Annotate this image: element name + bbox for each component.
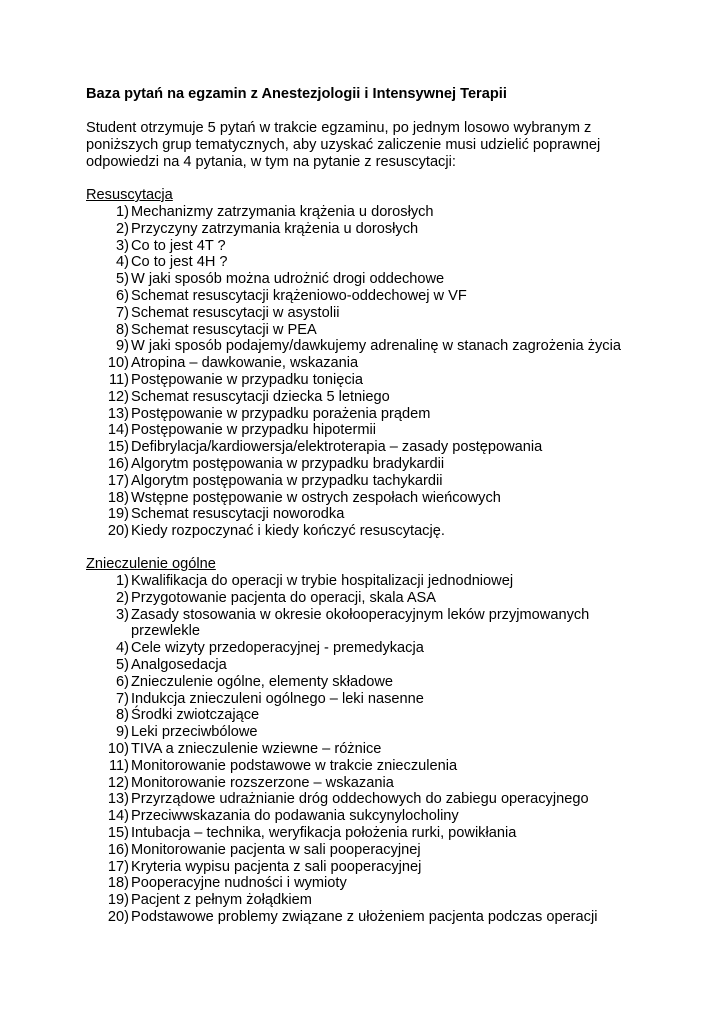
item-number: 3) <box>116 237 129 254</box>
item-number: 13) <box>107 405 129 422</box>
section-heading: Znieczulenie ogólne <box>86 556 216 572</box>
item-number: 5) <box>116 656 129 673</box>
item-text <box>131 204 434 221</box>
item-number: 14) <box>107 422 129 439</box>
item-text <box>131 808 459 825</box>
list-item <box>86 775 646 792</box>
item-text-line: Pacjent z pełnym żołądkiem <box>131 892 312 909</box>
item-number: 15) <box>107 824 129 841</box>
list-item <box>86 523 646 540</box>
item-text <box>131 506 344 523</box>
item-number: 6) <box>116 673 129 690</box>
item-text <box>131 691 424 708</box>
list-item <box>86 859 646 876</box>
item-number: 1) <box>116 204 129 220</box>
document-title: Baza pytań na egzamin z Anestezjologii i Intensywnej Terapii <box>86 86 507 102</box>
item-text-line: Monitorowanie podstawowe w trakcie znieczulenia <box>131 757 458 774</box>
item-number: 7) <box>116 304 129 321</box>
item-text <box>131 791 589 808</box>
list-item <box>86 456 646 473</box>
item-text-line: Wstępne postępowanie w ostrych zespołach wieńcowych <box>131 489 501 506</box>
item-text <box>131 439 542 456</box>
item-text <box>131 372 363 389</box>
item-text <box>131 271 444 288</box>
item-text-line: przewlekle <box>131 623 200 640</box>
item-text <box>131 238 226 255</box>
item-number: 4) <box>116 254 129 271</box>
item-number: 19) <box>107 892 129 909</box>
list-item <box>86 674 646 691</box>
item-text-line: Algorytm postępowania w przypadku bradykardii <box>131 455 445 472</box>
item-text <box>131 573 513 590</box>
item-text-line: Indukcja znieczuleni ogólnego – leki nasenne <box>131 690 424 707</box>
list-item <box>86 875 646 892</box>
item-number: 16) <box>107 841 129 858</box>
item-number: 12) <box>107 388 129 405</box>
list-item <box>86 707 646 724</box>
item-text <box>131 640 424 657</box>
list-item <box>86 406 646 423</box>
item-text-line: Znieczulenie ogólne, elementy składowe <box>131 673 394 690</box>
item-text-line: Postępowanie w przypadku tonięcia <box>131 371 364 388</box>
item-text-line: Środki zwiotczające <box>131 707 260 724</box>
item-text-line: Monitorowanie pacjenta w sali pooperacyjnej <box>131 841 421 858</box>
item-number: 11) <box>108 757 129 774</box>
item-text <box>131 305 339 322</box>
item-number: 8) <box>116 321 129 338</box>
item-text <box>131 338 621 355</box>
list-item <box>86 288 646 305</box>
item-number: 20) <box>107 523 129 540</box>
list-item <box>86 590 646 607</box>
item-text-line: Mechanizmy zatrzymania krążenia u dorosłych <box>131 204 434 220</box>
item-text-line: Przygotowanie pacjenta do operacji, skala ASA <box>131 589 437 606</box>
item-number: 2) <box>116 589 129 606</box>
item-text <box>131 456 444 473</box>
item-number: 17) <box>107 858 129 875</box>
item-text-line: Schemat resuscytacji dziecka 5 letniego <box>131 388 390 405</box>
item-text-line: Analgosedacja <box>131 656 227 673</box>
list-item <box>86 422 646 439</box>
item-text-line: Schemat resuscytacji w asystolii <box>131 304 340 321</box>
intro-line: odpowiedzi na 4 pytania, w tym na pytanie z resuscytacji: <box>86 154 456 170</box>
item-text-line: Schemat resuscytacji w PEA <box>131 321 317 338</box>
item-number: 2) <box>116 220 129 237</box>
list-item <box>86 338 646 355</box>
item-text <box>131 859 421 876</box>
item-text-line: Pooperacyjne nudności i wymioty <box>131 875 347 892</box>
item-text-line: Postępowanie w przypadku hipotermii <box>131 422 376 439</box>
list-item <box>86 758 646 775</box>
item-number: 5) <box>116 271 129 288</box>
item-text <box>131 607 589 641</box>
item-text <box>131 758 457 775</box>
item-text-line: Zasady stosowania w okresie okołooperacyjnym leków przyjmowanych <box>131 606 590 623</box>
list-item <box>86 389 646 406</box>
intro-line: poniższych grup tematycznych, aby uzyskać zaliczenie musi udzielić poprawnej <box>86 137 601 153</box>
item-number: 8) <box>116 707 129 724</box>
list-item <box>86 372 646 389</box>
item-number: 9) <box>116 338 129 355</box>
item-number: 18) <box>107 489 129 506</box>
list-item <box>86 657 646 674</box>
item-text-line: Postępowanie w przypadku porażenia prądem <box>131 405 431 422</box>
list-item <box>86 825 646 842</box>
item-number: 20) <box>107 908 129 925</box>
item-text <box>131 254 228 271</box>
list-item <box>86 271 646 288</box>
item-number: 6) <box>116 287 129 304</box>
list-item <box>86 640 646 657</box>
item-text-line: W jaki sposób można udrożnić drogi oddechowe <box>131 271 445 288</box>
item-text-line: Cele wizyty przedoperacyjnej - premedykacja <box>131 640 424 657</box>
item-number: 3) <box>116 606 129 623</box>
item-text <box>131 724 258 741</box>
item-text-line: Co to jest 4T ? <box>131 237 226 254</box>
item-text-line: Przyczyny zatrzymania krążenia u dorosłych <box>131 220 419 237</box>
list-item <box>86 892 646 909</box>
item-text <box>131 875 347 892</box>
list-item <box>86 909 646 926</box>
list-item <box>86 791 646 808</box>
item-text-line: TIVA a znieczulenie wziewne – różnice <box>131 740 382 757</box>
item-text <box>131 490 501 507</box>
list-item <box>86 490 646 507</box>
list-item <box>86 573 646 590</box>
list-item <box>86 741 646 758</box>
item-number: 10) <box>107 740 129 757</box>
item-number: 13) <box>107 791 129 808</box>
item-number: 4) <box>116 640 129 657</box>
item-text-line: Kryteria wypisu pacjenta z sali pooperacyjnej <box>131 858 422 875</box>
item-text-line: Przyrządowe udrażnianie dróg oddechowych do zabiegu operacyjnego <box>131 791 589 808</box>
item-text <box>131 909 597 926</box>
item-text <box>131 707 259 724</box>
list-item <box>86 305 646 322</box>
list-item <box>86 808 646 825</box>
item-number: 18) <box>107 875 129 892</box>
item-text <box>131 322 317 339</box>
question-list <box>86 573 646 926</box>
item-text-line: Podstawowe problemy związane z ułożeniem pacjenta podczas operacji <box>131 908 598 925</box>
list-item <box>86 506 646 523</box>
item-text <box>131 590 436 607</box>
item-text-line: Intubacja – technika, weryfikacja położenia rurki, powikłania <box>131 824 517 841</box>
intro-line: Student otrzymuje 5 pytań w trakcie egzaminu, po jednym losowo wybranym z <box>86 120 592 136</box>
item-number: 1) <box>116 573 129 589</box>
item-text-line: Defibrylacja/kardiowersja/elektroterapia – zasady postępowania <box>131 439 543 456</box>
list-item <box>86 439 646 456</box>
item-text-line: Przeciwwskazania do podawania sukcynylocholiny <box>131 808 459 825</box>
item-number: 7) <box>116 690 129 707</box>
item-text <box>131 389 390 406</box>
item-text <box>131 288 467 305</box>
item-text-line: Leki przeciwbólowe <box>131 724 258 741</box>
section-heading: Resuscytacja <box>86 187 173 203</box>
item-text-line: W jaki sposób podajemy/dawkujemy adrenalinę w stanach zagrożenia życia <box>131 338 621 355</box>
item-text <box>131 221 418 238</box>
item-number: 15) <box>107 439 129 456</box>
item-text <box>131 775 394 792</box>
intro-paragraph <box>86 120 646 171</box>
item-text-line: Atropina – dawkowanie, wskazania <box>131 355 359 372</box>
section-znieczulenie-ogolne <box>86 556 646 926</box>
item-number: 16) <box>107 455 129 472</box>
item-text-line: Schemat resuscytacji noworodka <box>131 506 345 523</box>
list-item <box>86 204 646 221</box>
item-text <box>131 842 421 859</box>
item-number: 14) <box>107 808 129 825</box>
item-text <box>131 657 227 674</box>
item-text <box>131 825 516 842</box>
item-text <box>131 741 381 758</box>
item-text-line: Monitorowanie rozszerzone – wskazania <box>131 774 394 791</box>
item-number: 12) <box>107 774 129 791</box>
item-text-line: Co to jest 4H ? <box>131 254 228 271</box>
item-number: 10) <box>107 355 129 372</box>
item-text <box>131 473 443 490</box>
list-item <box>86 607 646 641</box>
item-text <box>131 406 430 423</box>
item-text-line: Schemat resuscytacji krążeniowo-oddechowej w VF <box>131 287 467 304</box>
item-text <box>131 892 312 909</box>
item-number: 19) <box>107 506 129 523</box>
item-number: 11) <box>108 371 129 388</box>
list-item <box>86 473 646 490</box>
list-item <box>86 322 646 339</box>
list-item <box>86 238 646 255</box>
list-item <box>86 221 646 238</box>
item-number: 9) <box>116 724 129 741</box>
item-text-line: Algorytm postępowania w przypadku tachykardii <box>131 472 443 489</box>
list-item <box>86 254 646 271</box>
list-item <box>86 724 646 741</box>
item-text <box>131 355 358 372</box>
question-list <box>86 204 646 540</box>
item-text <box>131 422 376 439</box>
section-resuscytacja <box>86 187 646 540</box>
item-number: 17) <box>107 472 129 489</box>
list-item <box>86 355 646 372</box>
item-text-line: Kiedy rozpoczynać i kiedy kończyć resuscytację. <box>131 523 445 540</box>
item-text <box>131 523 445 540</box>
item-text <box>131 674 393 691</box>
list-item <box>86 842 646 859</box>
list-item <box>86 691 646 708</box>
item-text-line: Kwalifikacja do operacji w trybie hospitalizacji jednodniowej <box>131 573 514 589</box>
